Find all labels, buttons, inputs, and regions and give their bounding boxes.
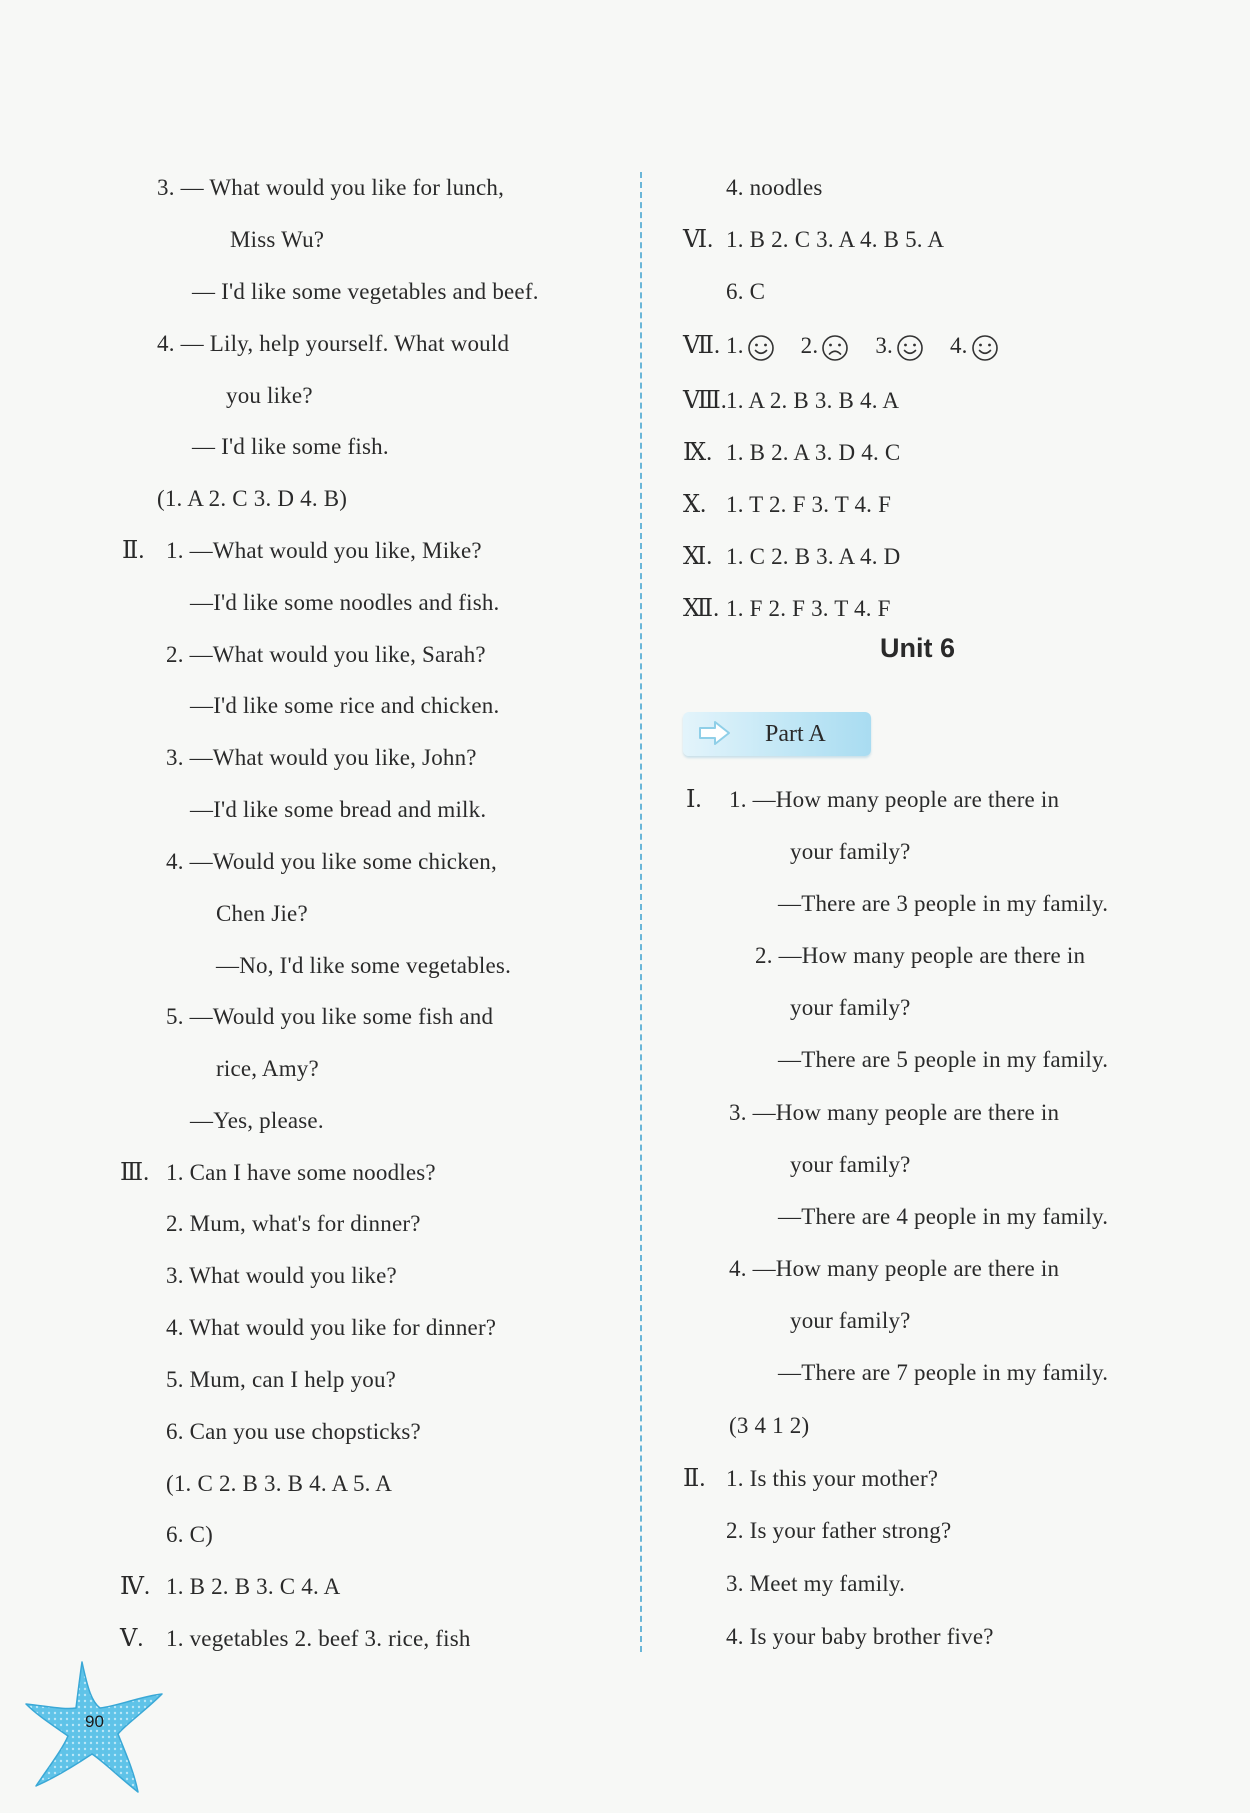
answer-line: —No, I'd like some vegetables. bbox=[216, 953, 512, 978]
answer-line: your family? bbox=[790, 1152, 911, 1177]
answer-line: 6. C) bbox=[166, 1522, 213, 1547]
answer-line: 1. Is this your mother? bbox=[726, 1466, 939, 1491]
arrow-right-icon bbox=[697, 718, 733, 748]
section-numeral: Ⅴ. bbox=[120, 1626, 144, 1652]
answer-line: your family? bbox=[790, 839, 911, 864]
answer-line: 1. B 2. C 3. A 4. B 5. A bbox=[726, 227, 945, 252]
answer-line: 4. What would you like for dinner? bbox=[166, 1315, 497, 1340]
answer-line: 3. — What would you like for lunch, bbox=[157, 175, 505, 200]
answer-line: 4. —Would you like some chicken, bbox=[166, 849, 497, 874]
unit-title: Unit 6 bbox=[880, 633, 956, 663]
section-numeral: Ⅶ. bbox=[683, 333, 720, 359]
answer-line: 4. —How many people are there in bbox=[729, 1256, 1060, 1281]
answer-line: 2. —What would you like, Sarah? bbox=[166, 642, 486, 667]
answer-line: 5. —Would you like some fish and bbox=[166, 1004, 494, 1029]
answer-line: (3 4 1 2) bbox=[729, 1413, 810, 1438]
answer-line: —I'd like some bread and milk. bbox=[190, 797, 487, 822]
answer-line: 1. B 2. B 3. C 4. A bbox=[166, 1574, 341, 1599]
answer-line: you like? bbox=[226, 383, 313, 408]
section-numeral: Ⅺ. bbox=[683, 544, 713, 570]
answer-line: (1. A 2. C 3. D 4. B) bbox=[157, 486, 348, 511]
answer-line: —There are 5 people in my family. bbox=[778, 1047, 1109, 1072]
sad-face-icon bbox=[821, 334, 849, 362]
answer-line: 3. —What would you like, John? bbox=[166, 745, 477, 770]
happy-face-icon bbox=[971, 334, 999, 362]
section-numeral: Ⅷ. bbox=[683, 388, 727, 414]
section-numeral: Ⅲ. bbox=[120, 1160, 150, 1186]
section-numeral: Ⅻ. bbox=[683, 596, 720, 622]
answer-line: 4. noodles bbox=[726, 175, 823, 200]
answer-line: —I'd like some rice and chicken. bbox=[190, 693, 500, 718]
answer-line: 4. — Lily, help yourself. What would bbox=[157, 331, 510, 356]
section-numeral: Ⅰ. bbox=[686, 787, 702, 813]
answer-line: 2. Is your father strong? bbox=[726, 1518, 952, 1543]
answer-line: 4. Is your baby brother five? bbox=[726, 1624, 994, 1649]
answer-line: 1. T 2. F 3. T 4. F bbox=[726, 492, 892, 517]
part-label: Part A bbox=[765, 721, 826, 747]
face-item-label: 2. bbox=[800, 333, 819, 358]
answer-line: 3. Meet my family. bbox=[726, 1571, 906, 1596]
answer-line: 3. What would you like? bbox=[166, 1263, 397, 1288]
part-badge bbox=[683, 712, 871, 756]
answer-line: rice, Amy? bbox=[216, 1056, 319, 1081]
answer-line: 1. Can I have some noodles? bbox=[166, 1160, 436, 1185]
answer-line: — I'd like some fish. bbox=[192, 434, 389, 459]
answer-line: 2. Mum, what's for dinner? bbox=[166, 1211, 421, 1236]
answer-line: 1. B 2. A 3. D 4. C bbox=[726, 440, 901, 465]
answer-line: — I'd like some vegetables and beef. bbox=[192, 279, 539, 304]
answer-line: 1. vegetables 2. beef 3. rice, fish bbox=[166, 1626, 471, 1651]
answer-line: 1. C 2. B 3. A 4. D bbox=[726, 544, 901, 569]
answer-line: 1. —What would you like, Mike? bbox=[166, 538, 482, 563]
answer-line: 2. —How many people are there in bbox=[755, 943, 1086, 968]
face-item-label: 3. bbox=[875, 333, 893, 358]
section-numeral: Ⅸ. bbox=[683, 440, 713, 466]
answer-line: —There are 7 people in my family. bbox=[778, 1360, 1109, 1385]
answer-line: 3. —How many people are there in bbox=[729, 1100, 1060, 1125]
faces-answer-row bbox=[726, 331, 999, 362]
answer-line: 1. A 2. B 3. B 4. A bbox=[726, 388, 900, 413]
answer-line: your family? bbox=[790, 1308, 911, 1333]
answer-line: Miss Wu? bbox=[230, 227, 325, 252]
section-numeral: Ⅵ. bbox=[683, 227, 714, 253]
answer-line: 6. Can you use chopsticks? bbox=[166, 1419, 421, 1444]
answer-line: 5. Mum, can I help you? bbox=[166, 1367, 397, 1392]
answer-line: your family? bbox=[790, 995, 911, 1020]
answer-line: 6. C bbox=[726, 279, 766, 304]
happy-face-icon bbox=[747, 334, 775, 362]
face-item-label: 4. bbox=[949, 333, 968, 358]
answer-line: —I'd like some noodles and fish. bbox=[190, 590, 500, 615]
answer-line: 1. —How many people are there in bbox=[729, 787, 1060, 812]
section-numeral: Ⅹ. bbox=[683, 492, 707, 518]
happy-face-icon bbox=[896, 334, 924, 362]
answer-line: —There are 4 people in my family. bbox=[778, 1204, 1109, 1229]
section-numeral: Ⅳ. bbox=[120, 1574, 150, 1600]
face-item-label: 1. bbox=[726, 333, 744, 358]
section-numeral: Ⅱ. bbox=[683, 1466, 706, 1492]
answer-line: (1. C 2. B 3. B 4. A 5. A bbox=[166, 1471, 393, 1496]
page-number: 90 bbox=[85, 1712, 104, 1731]
answer-line: Chen Jie? bbox=[216, 901, 308, 926]
section-numeral: Ⅱ. bbox=[122, 538, 145, 564]
answer-line: —Yes, please. bbox=[190, 1108, 324, 1133]
column-divider bbox=[640, 172, 642, 1652]
answer-line: —There are 3 people in my family. bbox=[778, 891, 1109, 916]
answer-line: 1. F 2. F 3. T 4. F bbox=[726, 596, 891, 621]
